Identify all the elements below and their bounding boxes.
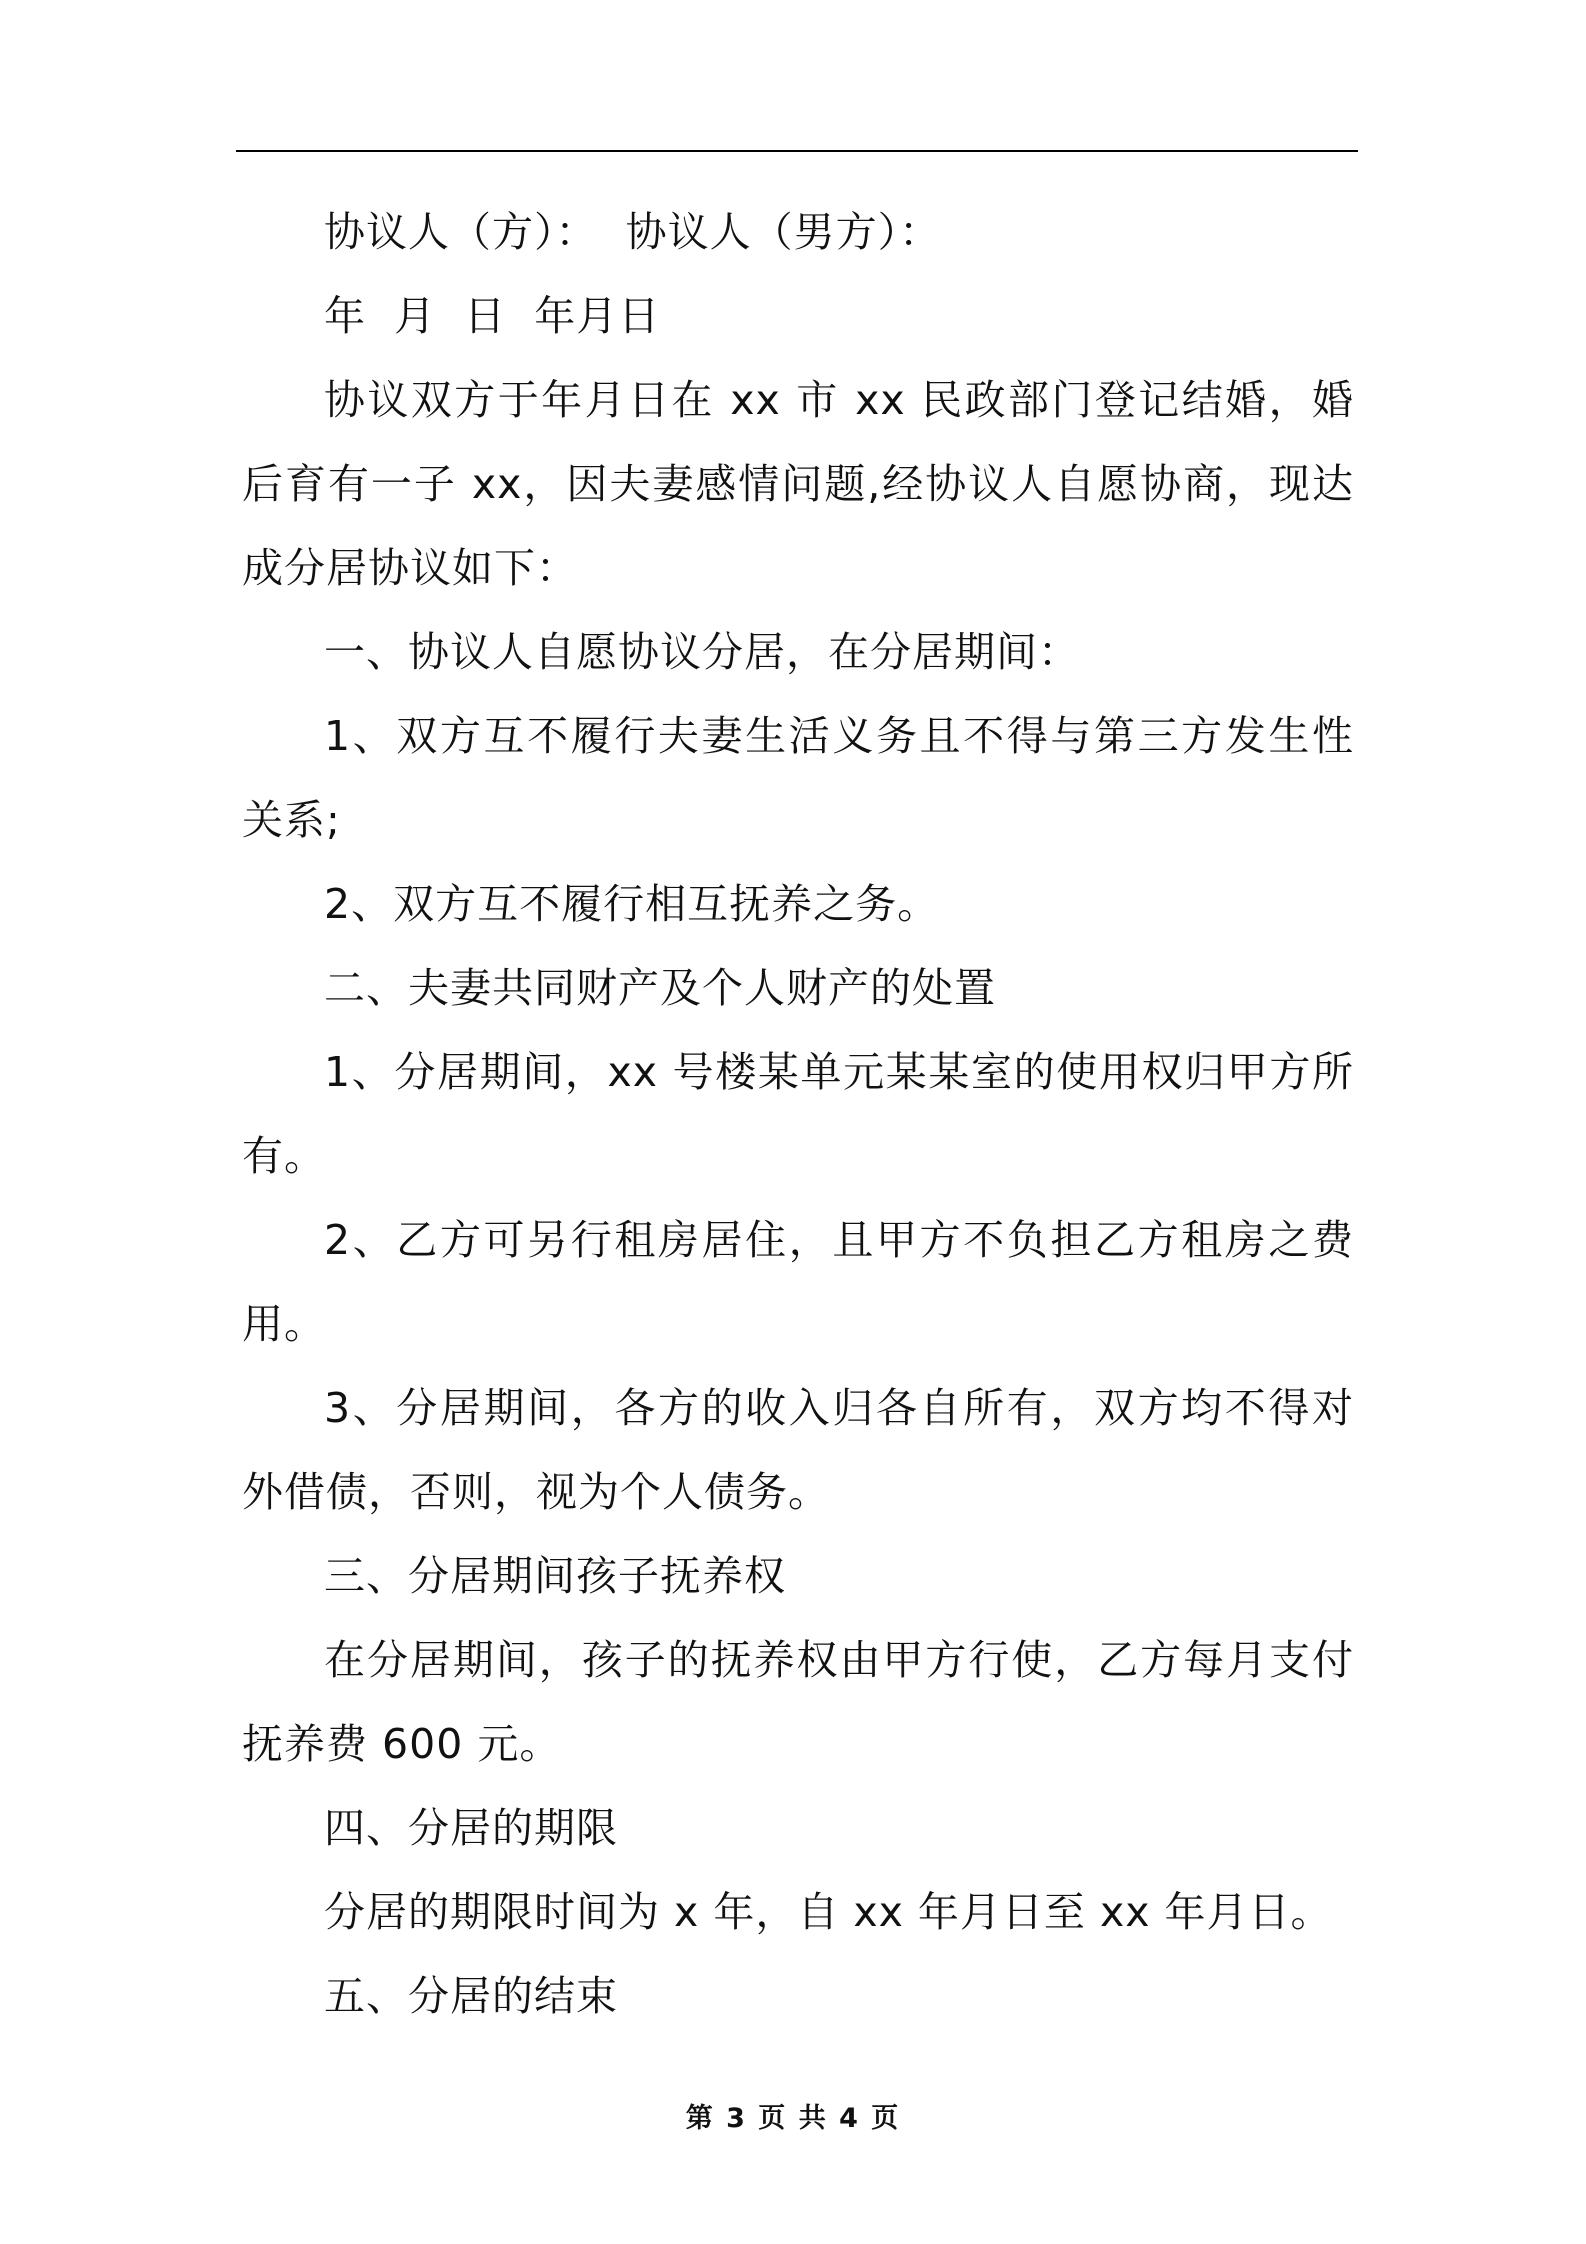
clause-1-2: 2、双方互不履行相互抚养之务。: [324, 880, 940, 928]
clause-4: 分居的期限时间为 x 年，自 xx 年月日至 xx 年月日。: [324, 1888, 1333, 1936]
section-heading-4: 四、分居的期限: [324, 1804, 618, 1852]
clause-2-1: 1、分居期间，xx 号楼某单元某某室的使用权归甲方所有。: [242, 1048, 1354, 1180]
clause-2-2: 2、乙方可另行租房居住，且甲方不负担乙方租房之费用。: [242, 1216, 1354, 1348]
signatory-line: 协议人（方）： 协议人（男方）：: [324, 208, 942, 256]
date-line: 年 月 日 年月日: [324, 292, 661, 340]
clause-2-3: 3、分居期间，各方的收入归各自所有，双方均不得对外借债，否则，视为个人债务。: [242, 1384, 1354, 1516]
document-body: [242, 190, 1354, 2038]
section-heading-2: 二、夫妻共同财产及个人财产的处置: [324, 964, 996, 1012]
clause-1-1: 1、双方互不履行夫妻生活义务且不得与第三方发生性关系;: [242, 712, 1354, 844]
section-heading-5: 五、分居的结束: [324, 1972, 618, 2020]
section-heading-3: 三、分居期间孩子抚养权: [324, 1552, 786, 1600]
clause-3: 在分居期间，孩子的抚养权由甲方行使，乙方每月支付抚养费 600 元。: [242, 1636, 1354, 1768]
header-rule: [236, 150, 1358, 152]
section-heading-1: 一、协议人自愿协议分居，在分居期间：: [324, 628, 1080, 676]
page-number-footer: 第 3 页 共 4 页: [685, 2103, 901, 2134]
intro-paragraph: 协议双方于年月日在 xx 市 xx 民政部门登记结婚，婚后育有一子 xx，因夫妻感情问题,经协议人自愿协商，现达成分居协议如下：: [242, 376, 1354, 592]
